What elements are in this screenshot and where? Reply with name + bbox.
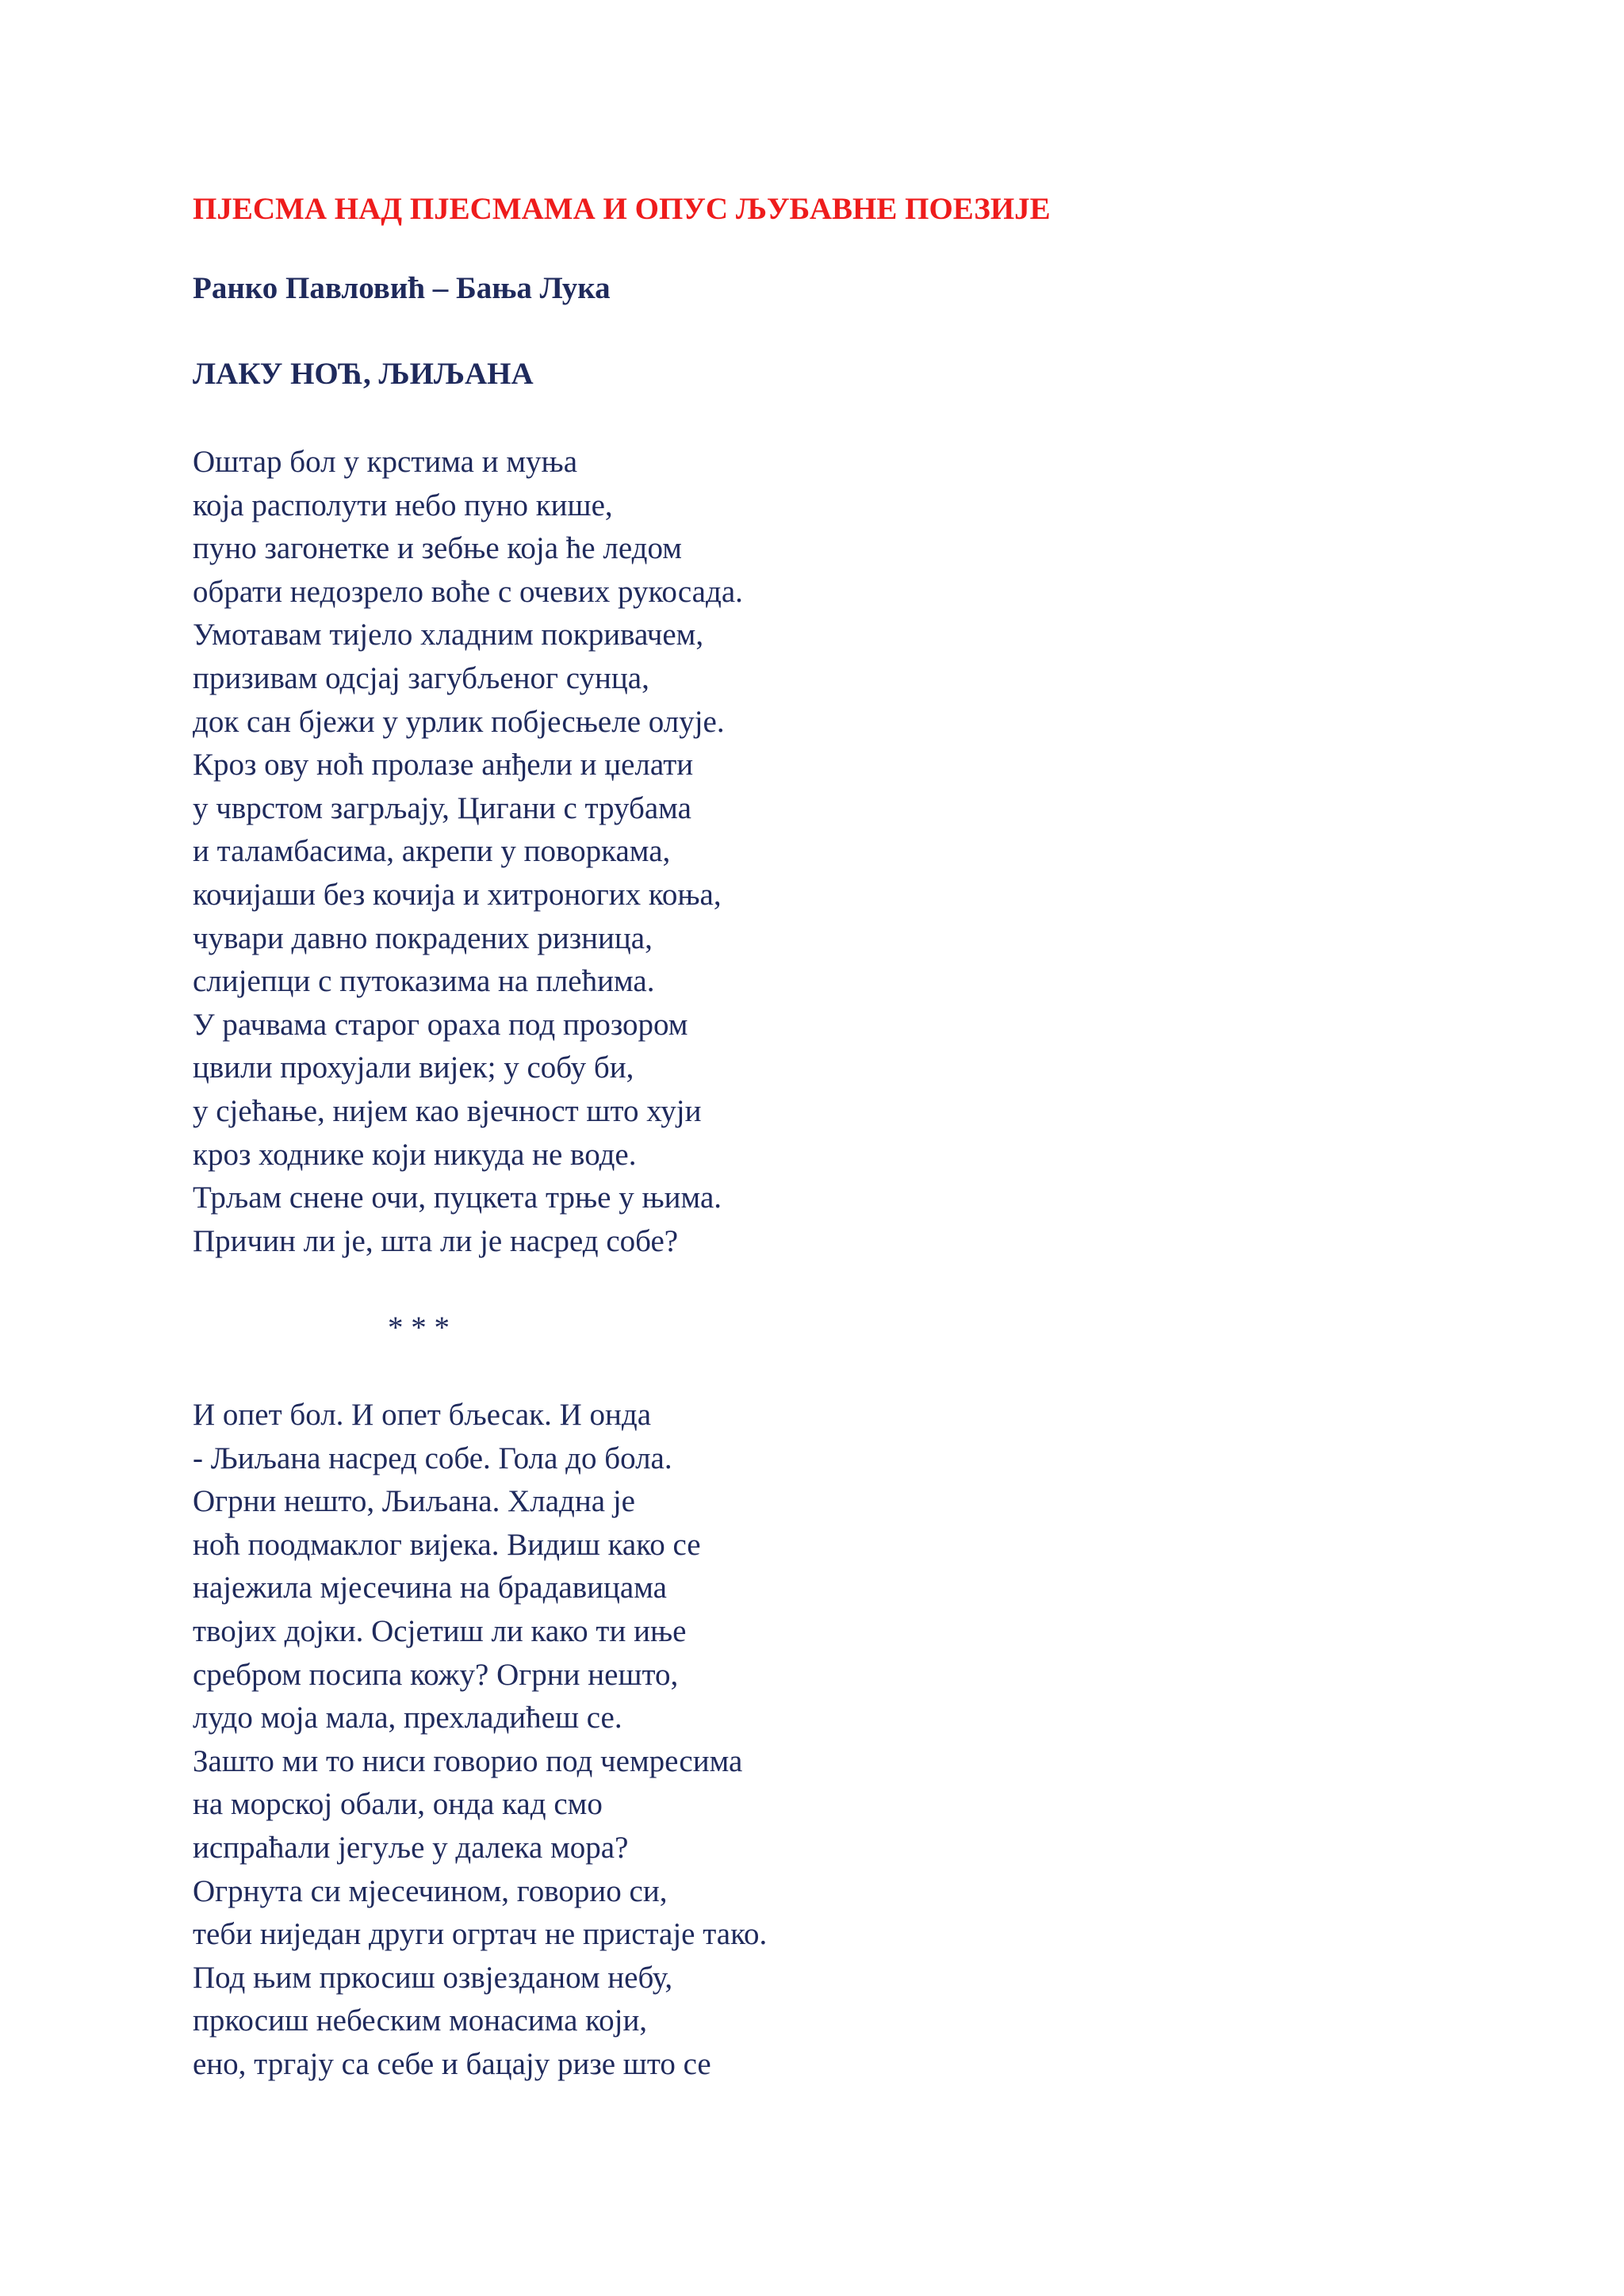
verse-line: сребром посипа кожу? Огрни нешто, [193,1657,679,1692]
verse-line: твојих дојки. Осјетиш ли како ти иње [193,1613,687,1648]
verse-line: Причин ли је, шта ли је насред собе? [193,1223,679,1258]
verse-line: кочијаши без кочија и хитроногих коња, [193,877,722,912]
verse-line: кроз ходнике који никуда не воде. [193,1137,637,1172]
verse-line: чувари давно покрадених ризница, [193,920,653,955]
verse-line: Под њим пркосиш озвјезданом небу, [193,1960,673,1995]
verse-line: на морској обали, онда кад смо [193,1787,603,1822]
stanza-separator: * * * [388,1311,450,1345]
verse-line: Зашто ми то ниси говорио под чемресима [193,1743,743,1778]
verse-line: у чврстом загрљају, Цигани с трубама [193,790,691,825]
verse-line: И опет бол. И опет бљесак. И онда [193,1398,652,1432]
verse-line: Умотавам тијело хладним покривачем, [193,618,704,652]
verse-line: Оштар бол у крстима и муња [193,445,578,479]
verse-line: теби ниједан други огртач не пристаје тако. [193,1917,768,1952]
verse-line: пркосиш небеским монасима који, [193,2003,648,2038]
verse-line: ено, тргају са себе и бацају ризе што се [193,2046,711,2081]
stanza-1 [193,441,743,1263]
verse-line: ноћ поодмаклог вијека. Видиш како се [193,1527,701,1562]
verse-line: слијепци с путоказима на плећима. [193,964,655,999]
stanza-2 [193,1394,767,2087]
poem-title: ЛАКУ НОЋ, ЉИЉАНА [193,357,534,391]
verse-line: обрати недозрело воће с очевих рукосада. [193,574,743,609]
verse-line: - Љиљана насред собе. Гола до бола. [193,1441,672,1475]
main-title: ПЈЕСМА НАД ПЈЕСМАМА И ОПУС ЉУБАВНЕ ПОЕЗИЈЕ [193,192,1051,226]
verse-line: цвили прохујали вијек; у собу би, [193,1050,634,1085]
verse-line: Огрни нешто, Љиљана. Хладна је [193,1484,635,1519]
verse-line: која располути небо пуно кише, [193,488,613,522]
verse-line: најежила мјесечина на брадавицама [193,1571,667,1605]
verse-line: пуно загонетке и зебње која ће ледом [193,531,682,566]
verse-line: док сан бјежи у урлик побјесњеле олује. [193,704,725,739]
verse-line: Трљам снене очи, пуцкета трње у њима. [193,1181,722,1215]
author-line: Ранко Павловић – Бања Лука [193,271,611,305]
verse-line: лудо моја мала, прехладићеш се. [193,1701,622,1735]
verse-line: и таламбасима, акрепи у поворкама, [193,834,671,869]
verse-line: у сјећање, нијем као вјечност што хуји [193,1093,702,1128]
verse-line: У рачвама старог ораха под прозором [193,1007,688,1042]
verse-line: Кроз ову ноћ пролазе анђели и џелати [193,748,694,783]
verse-line: испраћали јегуље у далека мора? [193,1830,629,1865]
verse-line: Огрнута си мјесечином, говорио си, [193,1873,668,1908]
verse-line: призивам одсјај загубљеног сунца, [193,660,649,695]
